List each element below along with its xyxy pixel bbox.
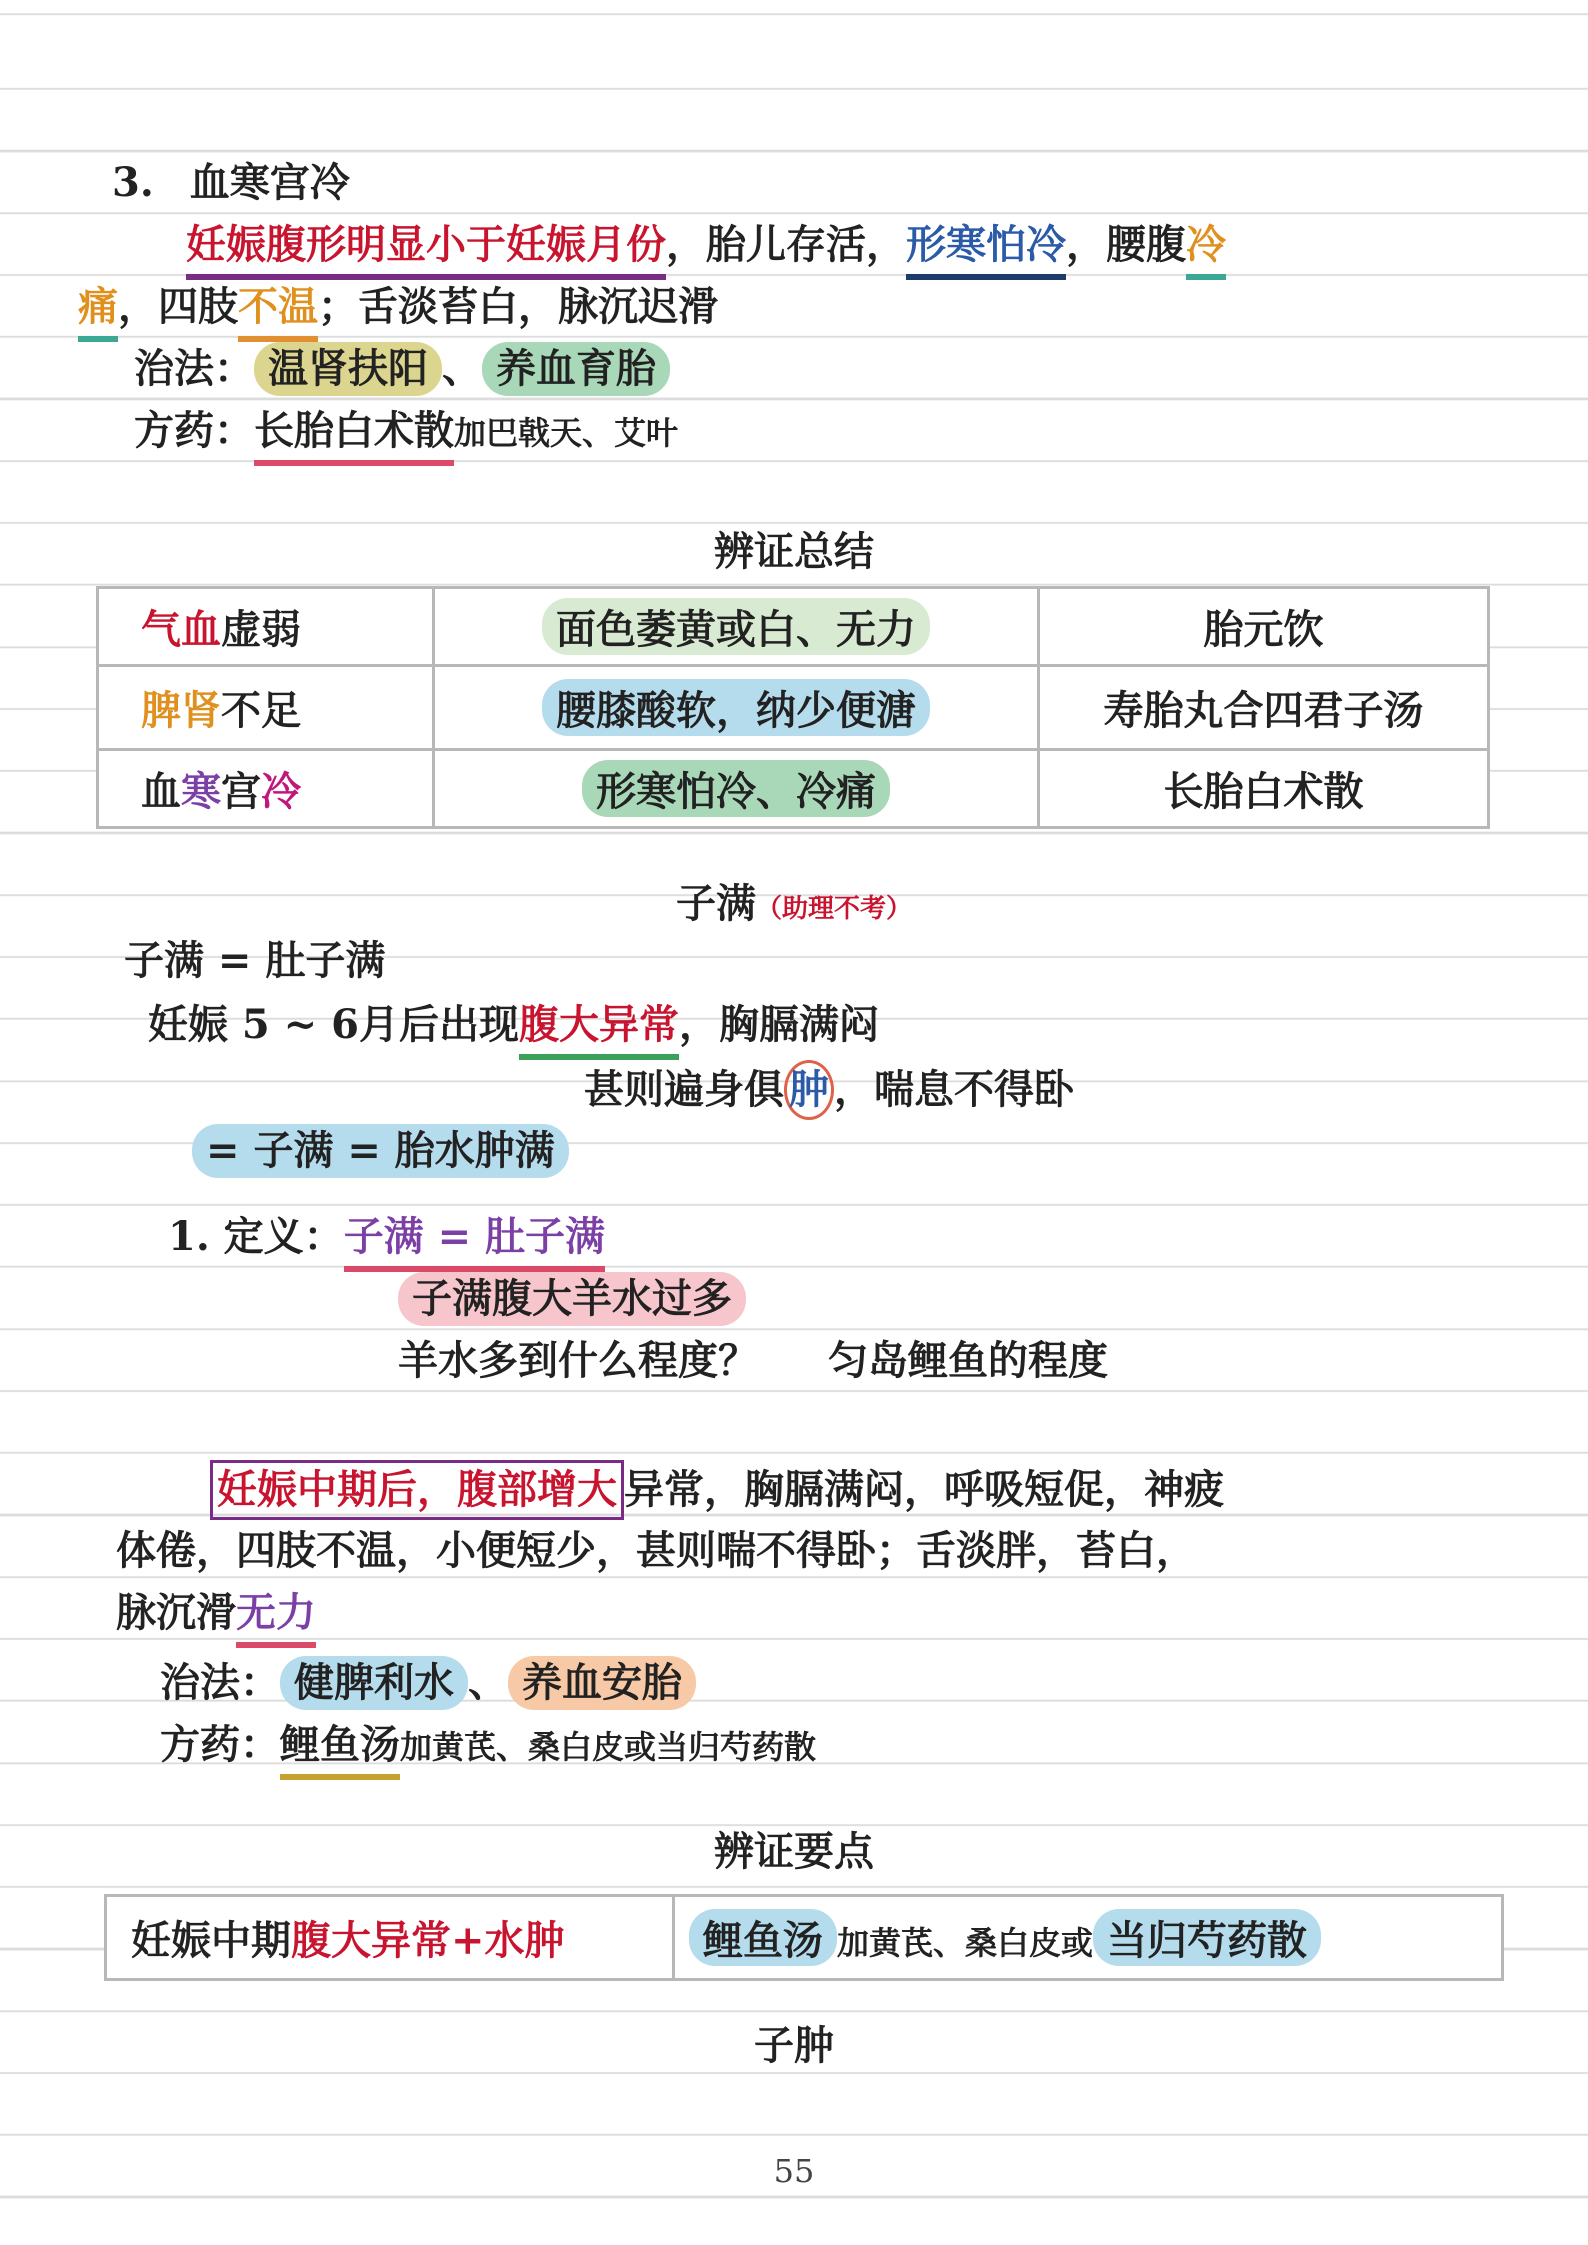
cell-text: 鲤鱼汤 bbox=[689, 1909, 837, 1966]
text: 甚则遍身俱 bbox=[584, 1066, 784, 1113]
cell-text: 不足 bbox=[221, 687, 301, 734]
prescription-line bbox=[134, 404, 678, 466]
treatment-2: 养血安胎 bbox=[508, 1656, 696, 1710]
summary-table bbox=[96, 586, 1490, 829]
definition-value: 子满 = 肚子满 bbox=[344, 1210, 605, 1272]
equivalence-text: = 子满 = 胎水肿满 bbox=[192, 1124, 569, 1178]
alias-line: 子满 = 肚子满 bbox=[124, 937, 386, 984]
treatment-1: 健脾利水 bbox=[280, 1656, 468, 1710]
clinical-line-2: 体倦，四肢不温，小便短少，甚则喘不得卧；舌淡胖，苔白， bbox=[116, 1527, 1196, 1574]
definition-text: 子满腹大羊水过多 bbox=[398, 1272, 746, 1326]
cell-text: 气血 bbox=[141, 606, 221, 653]
text: 脉沉滑 bbox=[116, 1589, 236, 1636]
key-word-cold: 冷 bbox=[1186, 218, 1226, 280]
cell-text: 宫 bbox=[221, 768, 261, 815]
subsection-note: （助理不考） bbox=[755, 894, 912, 924]
clinical-line-3 bbox=[116, 1586, 316, 1648]
table-cell bbox=[434, 666, 1039, 750]
cell-text: 寒 bbox=[181, 768, 221, 815]
cell-text: 面色萎黄或白、无力 bbox=[542, 598, 930, 655]
treatment-2: 养血育胎 bbox=[482, 342, 670, 396]
definition-line bbox=[168, 1210, 605, 1272]
key-symptom-cold-aversion: 形寒怕冷 bbox=[906, 218, 1066, 280]
separator: 、 bbox=[442, 345, 482, 392]
table-row bbox=[98, 588, 1489, 666]
cell-text: 当归芍药散 bbox=[1093, 1909, 1321, 1966]
section-number: 3. bbox=[112, 159, 154, 206]
prescription-label: 方药： bbox=[160, 1721, 280, 1768]
answer-text: 匀岛鲤鱼的程度 bbox=[828, 1337, 1108, 1384]
text: ，四肢 bbox=[118, 283, 238, 330]
cell-text: 形寒怕冷、冷痛 bbox=[582, 760, 890, 817]
subsection-title-text: 子满 bbox=[675, 880, 756, 927]
treatment-label: 治法： bbox=[160, 1659, 280, 1706]
page-number: 55 bbox=[773, 2152, 815, 2190]
cell-text: 腰膝酸软，纳少便溏 bbox=[542, 679, 930, 736]
table-cell: 胎元饮 bbox=[1039, 588, 1489, 666]
question-text: 羊水多到什么程度？ bbox=[398, 1337, 758, 1384]
treatment-label: 治法： bbox=[134, 345, 254, 392]
table-cell bbox=[98, 666, 434, 750]
key-word-pain: 痛 bbox=[78, 280, 118, 342]
next-section-title: 子肿 bbox=[754, 2022, 834, 2069]
table-cell bbox=[674, 1896, 1503, 1980]
table-row bbox=[98, 750, 1489, 828]
question-line bbox=[398, 1334, 1108, 1388]
onset-line bbox=[148, 998, 879, 1060]
prescription-line-2 bbox=[160, 1718, 816, 1780]
key-sign-boxed: 妊娠中期后，腹部增大 bbox=[210, 1460, 624, 1520]
section-heading bbox=[112, 156, 350, 210]
definition-label: 1. 定义： bbox=[168, 1213, 344, 1260]
key-word-weak: 无力 bbox=[236, 1586, 316, 1648]
table-cell bbox=[434, 750, 1039, 828]
prescription-main: 长胎白术散 bbox=[254, 404, 454, 466]
text: ；舌淡苔白，脉沉迟滑 bbox=[318, 283, 718, 330]
summary-table-2 bbox=[104, 1894, 1504, 1981]
clinical-line-1 bbox=[210, 1460, 1224, 1520]
table-cell: 寿胎丸合四君子汤 bbox=[1039, 666, 1489, 750]
text: ，胸膈满闷 bbox=[678, 1001, 879, 1048]
cell-text: 妊娠中期 bbox=[131, 1917, 291, 1964]
table-cell bbox=[98, 588, 434, 666]
cell-text: 腹大异常+水肿 bbox=[291, 1917, 565, 1964]
key-word-swelling: 肿 bbox=[784, 1060, 834, 1120]
summary-title-2: 辨证要点 bbox=[714, 1828, 874, 1875]
key-symptom-abdomen-small: 妊娠腹形明显小于妊娠月份 bbox=[186, 218, 666, 280]
table-row bbox=[106, 1896, 1503, 1980]
symptom-line-1 bbox=[186, 218, 1226, 280]
definition-line-2 bbox=[398, 1272, 746, 1326]
table-cell bbox=[106, 1896, 674, 1980]
separator: 、 bbox=[468, 1659, 508, 1706]
cell-text: 加黄芪、桑白皮或 bbox=[837, 1924, 1094, 1962]
treatment-line bbox=[134, 342, 670, 396]
table-cell: 长胎白术散 bbox=[1039, 750, 1489, 828]
symptom-line-2 bbox=[78, 280, 718, 342]
text: 妊娠 5 ~ 6月后出现 bbox=[148, 1001, 519, 1048]
key-word-not-warm: 不温 bbox=[238, 280, 318, 342]
prescription-additions: 加黄芪、桑白皮或当归芍药散 bbox=[400, 1728, 817, 1766]
table-cell bbox=[434, 588, 1039, 666]
treatment-1: 温肾扶阳 bbox=[254, 342, 442, 396]
text: ，腰腹 bbox=[1066, 221, 1186, 268]
treatment-line-2 bbox=[160, 1656, 696, 1710]
equivalence-line bbox=[192, 1124, 569, 1178]
summary-title: 辨证总结 bbox=[714, 528, 874, 575]
subsection-title bbox=[0, 872, 1588, 929]
prescription-label: 方药： bbox=[134, 407, 254, 454]
prescription-additions: 加巴戟天、艾叶 bbox=[454, 414, 679, 452]
prescription-main: 鲤鱼汤 bbox=[280, 1718, 400, 1780]
severe-line bbox=[584, 1060, 1074, 1120]
cell-text: 虚弱 bbox=[221, 606, 301, 653]
text: ，胎儿存活， bbox=[666, 221, 906, 268]
cell-text: 冷 bbox=[261, 768, 301, 815]
key-sign-abdomen-enlarged: 腹大异常 bbox=[519, 998, 679, 1060]
cell-text: 血 bbox=[141, 768, 181, 815]
section-title: 血寒宫冷 bbox=[189, 159, 350, 206]
text: ，喘息不得卧 bbox=[834, 1066, 1074, 1113]
table-cell bbox=[98, 750, 434, 828]
cell-text: 脾肾 bbox=[141, 687, 221, 734]
table-row bbox=[98, 666, 1489, 750]
text: 异常，胸膈满闷，呼吸短促，神疲 bbox=[624, 1466, 1224, 1513]
